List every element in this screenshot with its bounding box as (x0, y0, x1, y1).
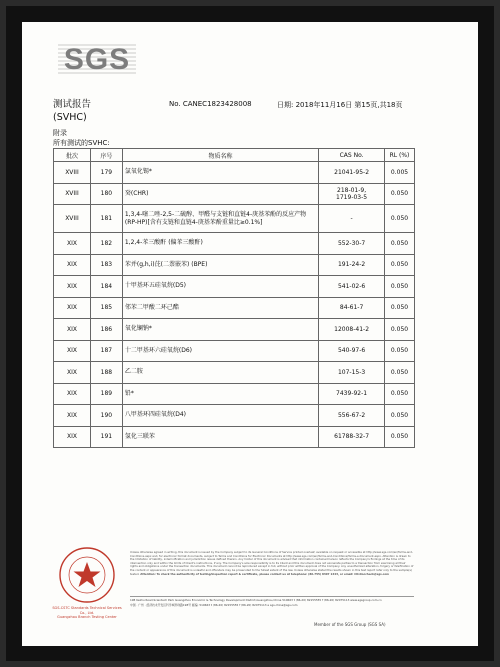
table-row (54, 362, 415, 384)
cell-batch: XVIII (54, 183, 91, 205)
cell-batch: XVIII (54, 162, 91, 184)
cell-batch: XIX (54, 340, 91, 362)
table-row (54, 426, 415, 448)
cell-cas: 552-30-7 (319, 233, 385, 255)
cell-substance: 氧化镧钠* (122, 319, 318, 341)
table-row (54, 233, 415, 255)
cell-cas: 21041-95-2 (319, 162, 385, 184)
cell-cas: 84-61-7 (319, 297, 385, 319)
cell-number: 180 (90, 183, 122, 205)
cell-rl: 0.050 (385, 340, 415, 362)
cell-substance: 癸(CHR) (122, 183, 318, 205)
cell-cas: 107-15-3 (319, 362, 385, 384)
address-block (130, 598, 414, 607)
cell-batch: XIX (54, 383, 91, 405)
cell-substance: 铅* (122, 383, 318, 405)
cell-number: 186 (90, 319, 122, 341)
cell-batch: XIX (54, 276, 91, 298)
cell-rl: 0.050 (385, 362, 415, 384)
cell-cas: 540-97-6 (319, 340, 385, 362)
table-row (54, 340, 415, 362)
cell-substance: 氢化三联苯 (122, 426, 318, 448)
cell-cas: - (319, 205, 385, 233)
cell-substance: 十二甲基环六硅氧烷(D6) (122, 340, 318, 362)
appendix-label: 附录 (53, 129, 67, 137)
cell-number: 190 (90, 405, 122, 427)
cell-cas: 7439-92-1 (319, 383, 385, 405)
cell-number: 179 (90, 162, 122, 184)
cell-rl: 0.050 (385, 183, 415, 205)
sgs-seal-stamp (58, 546, 116, 604)
cell-batch: XIX (54, 426, 91, 448)
table-row (54, 183, 415, 205)
cell-number: 183 (90, 254, 122, 276)
table-row (54, 319, 415, 341)
table-header-row (54, 149, 415, 162)
cell-number: 188 (90, 362, 122, 384)
cell-number: 182 (90, 233, 122, 255)
report-number: No. CANEC1823428008 (169, 100, 252, 108)
table-row (54, 205, 415, 233)
stamp-caption: SGS-CSTC Standards Technical Services Co., Ltd. Guangzhou Branch Testing Center (52, 606, 122, 619)
cell-batch: XVIII (54, 205, 91, 233)
col-header-number: 序号 (90, 149, 122, 162)
authenticity-note: Attention: To check the authenticity of testing/inspection report & certificate, please contact us at telephone: (86-755) 8307 1443, or email: CN.Doccheck@sgs.com (140, 571, 389, 576)
page-subtitle: (SVHC) (53, 112, 87, 123)
svhc-table (53, 148, 415, 448)
cell-number: 189 (90, 383, 122, 405)
cell-number: 191 (90, 426, 122, 448)
cell-substance: 苯并(g,h,i)芘(二萘嵌苯) (BPE) (122, 254, 318, 276)
cell-batch: XIX (54, 297, 91, 319)
table-row (54, 405, 415, 427)
col-header-cas: CAS No. (319, 149, 385, 162)
cell-batch: XIX (54, 405, 91, 427)
cell-number: 185 (90, 297, 122, 319)
cell-rl: 0.050 (385, 383, 415, 405)
cell-number: 181 (90, 205, 122, 233)
cell-batch: XIX (54, 233, 91, 255)
cell-rl: 0.050 (385, 205, 415, 233)
table-row (54, 162, 415, 184)
address-chinese: 中国 · 广州 · 经济技术开发区科学城科珠路198号 邮编: 510663 t (86-20) 82155555 f (86-20) 82075113 e sgs.china@sgs.com (130, 602, 298, 607)
cell-rl: 0.050 (385, 233, 415, 255)
cell-rl: 0.050 (385, 254, 415, 276)
cell-rl: 0.005 (385, 162, 415, 184)
cell-rl: 0.050 (385, 319, 415, 341)
address-english: 198 Kezhu Road,Scientech Park Guangzhou Economic & Technology Development District,Guangzhou,China 510663 t (86-20) 82155555 f (86-20) 82075113 www.sgsgroup.com.cn (130, 598, 382, 602)
page-title: 测试报告 (53, 99, 92, 110)
cell-rl: 0.050 (385, 276, 415, 298)
cell-number: 187 (90, 340, 122, 362)
cell-substance: 十甲基环五硅氧烷(D5) (122, 276, 318, 298)
cell-cas: 541-02-6 (319, 276, 385, 298)
cell-cas: 218-01-9, 1719-03-5 (319, 183, 385, 205)
table-row (54, 383, 415, 405)
table-row (54, 254, 415, 276)
cell-cas: 12008-41-2 (319, 319, 385, 341)
cell-rl: 0.050 (385, 405, 415, 427)
address-divider (130, 596, 414, 597)
cell-number: 184 (90, 276, 122, 298)
cell-substance: 1,2,4-苯三酸酐 (偏苯三酸酐) (122, 233, 318, 255)
cell-rl: 0.050 (385, 297, 415, 319)
cell-batch: XIX (54, 362, 91, 384)
cell-substance: 邻苯二甲酸二环己酯 (122, 297, 318, 319)
col-header-substance: 物质名称 (122, 149, 318, 162)
date-and-page: 日期: 2018年11月16日 第15页,共18页 (277, 101, 403, 109)
legal-text: Unless otherwise agreed in writing, this document is issued by the Company subject to its General Conditions of Service printed overleaf, available on request or accessible at http://www.sgs.com/en/Terms-and-Conditions.aspx and, for electronic format documents, subject to Terms and Conditions for Electronic Documents at http://www.sgs.com/en/Terms-and-Conditions/Terms-e-Document.aspx. Attention is drawn to the limitation of liability, indemnification and jurisdiction issues defined therein. Any holder of this document is advised that information contained hereon reflects the Company's findings at the time of its intervention only and within the limits of Client's instructions, if any. The Company's sole responsibility is to its Client and this document does not exonerate parties to a transaction from exercising all their rights and obligations under the transaction documents. This document cannot be reproduced except in full, without prior written approval of the Company. Any unauthorized alteration, forgery or falsification of the content or appearance of this document is unlawful and offenders may be prosecuted to the fullest extent of the law. Unless otherwise stated the results shown in this test report refer only to the sample(s) tested. (130, 550, 414, 576)
cell-substance: 乙二胺 (122, 362, 318, 384)
cell-cas: 191-24-2 (319, 254, 385, 276)
logo-text: SGS (63, 43, 131, 76)
cell-rl: 0.050 (385, 426, 415, 448)
cell-cas: 556-67-2 (319, 405, 385, 427)
col-header-rl: RL (%) (385, 149, 415, 162)
cell-batch: XIX (54, 319, 91, 341)
table-row (54, 297, 415, 319)
table-row (54, 276, 415, 298)
tested-svhc-label: 所有测试的SVHC: (53, 139, 110, 147)
cell-batch: XIX (54, 254, 91, 276)
cell-substance: 八甲基环四硅氧烷(D4) (122, 405, 318, 427)
col-header-batch: 批次 (54, 149, 91, 162)
member-note: Member of the SGS Group (SGS SA) (314, 622, 386, 627)
cell-substance: 氯氧化锡* (122, 162, 318, 184)
cell-cas: 61788-32-7 (319, 426, 385, 448)
cell-substance: 1,3,4-噻二唑-2,5-二硫醇、甲醛与支链和直链4-庚基苯酚的反应产物(RP-HP)[含有支链和直链4-庚基苯酚重量比≥0.1%] (122, 205, 318, 233)
legal-disclaimer (130, 551, 414, 576)
sgs-logo (58, 42, 136, 78)
